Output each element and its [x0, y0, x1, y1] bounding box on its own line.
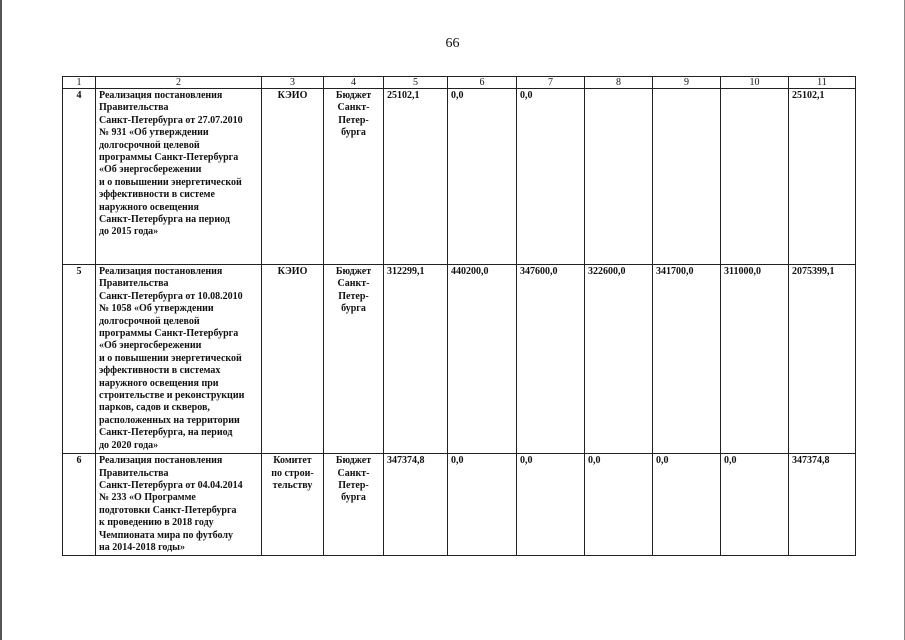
measure-name-line: на 2014-2018 годы» — [99, 541, 185, 553]
measure-name-line: и о повышении энергетической — [99, 352, 242, 364]
funding-source-line: Санкт- — [337, 278, 370, 290]
column-number: 11 — [789, 77, 856, 89]
measure-name-cell — [96, 265, 262, 454]
amount-col-5: 25102,1 — [384, 89, 448, 265]
executor-line: по строи- — [271, 467, 314, 479]
funding-source-line: Бюджет — [335, 266, 372, 277]
executor-line: Комитет — [273, 455, 312, 467]
amount-col-9: 0,0 — [653, 454, 721, 556]
amount-col-6: 440200,0 — [448, 265, 517, 454]
funding-source-cell — [324, 454, 384, 556]
scan-frame-left — [0, 0, 2, 640]
column-number: 2 — [96, 77, 262, 89]
amount-col-11: 25102,1 — [789, 89, 856, 265]
measure-name-line: Санкт-Петербурга от 04.04.2014 — [99, 479, 243, 491]
column-number: 4 — [324, 77, 384, 89]
amount-col-7: 347600,0 — [517, 265, 585, 454]
measure-name-line: до 2020 года» — [99, 439, 159, 451]
page-number: 66 — [445, 36, 460, 51]
measure-name-line: наружного освещения при — [99, 377, 219, 389]
column-number: 7 — [517, 77, 585, 89]
amount-col-8: 322600,0 — [585, 265, 653, 454]
measure-name-line: программы Санкт-Петербурга — [99, 328, 239, 340]
measure-name-line: Реализация постановления — [99, 455, 223, 467]
measure-name-line: № 233 «О Программе — [99, 492, 196, 504]
funding-source-line: бурга — [341, 127, 366, 139]
amount-col-9 — [653, 89, 721, 265]
measure-name-line: Правительства — [99, 102, 169, 114]
measure-name-line: долгосрочной целевой — [99, 315, 200, 327]
amount-col-10: 0,0 — [721, 454, 789, 556]
measure-name-line: «Об энергосбережении — [99, 164, 202, 176]
executor-cell — [262, 89, 324, 265]
measure-name-line: Санкт-Петербурга от 27.07.2010 — [99, 114, 243, 126]
funding-source-line: Бюджет — [335, 455, 372, 467]
funding-source-line: Петер- — [338, 479, 369, 491]
amount-col-6: 0,0 — [448, 454, 517, 556]
measure-name-line: Правительства — [99, 278, 169, 290]
measure-name-cell — [96, 89, 262, 265]
funding-source-line: Санкт- — [337, 102, 370, 114]
amount-col-8: 0,0 — [585, 454, 653, 556]
amount-col-7: 0,0 — [517, 454, 585, 556]
measure-name-line: Санкт-Петербурга на период — [99, 214, 230, 226]
funding-source-cell — [324, 265, 384, 454]
measure-name-line: «Об энергосбережении — [99, 340, 202, 352]
column-number: 5 — [384, 77, 448, 89]
amount-col-9: 341700,0 — [653, 265, 721, 454]
column-number: 6 — [448, 77, 517, 89]
executor-line: тельству — [272, 479, 313, 491]
measure-name-line: Реализация постановления — [99, 266, 223, 277]
measure-name-line: № 931 «Об утверждении — [99, 127, 209, 139]
column-number: 1 — [63, 77, 96, 89]
measure-name-line: наружного освещения — [99, 201, 199, 213]
column-number: 3 — [262, 77, 324, 89]
amount-col-5: 347374,8 — [384, 454, 448, 556]
measure-name-cell — [96, 454, 262, 556]
measure-name-line: и о повышении энергетической — [99, 176, 242, 188]
measure-name-line: Санкт-Петербурга от 10.08.2010 — [99, 290, 243, 302]
amount-col-5: 312299,1 — [384, 265, 448, 454]
funding-source-line: Санкт- — [337, 467, 370, 479]
measure-name-line: Правительства — [99, 467, 169, 479]
measure-name-line: эффективности в системах — [99, 365, 221, 377]
executor-cell — [262, 454, 324, 556]
column-number: 9 — [653, 77, 721, 89]
row-number: 6 — [63, 454, 96, 556]
measure-name-line: Реализация постановления — [99, 90, 223, 101]
measure-name-line: эффективности в системе — [99, 189, 215, 201]
measure-name-line: программы Санкт-Петербурга — [99, 152, 239, 164]
table-header-row — [63, 77, 856, 89]
executor-line: КЭИО — [277, 266, 308, 277]
amount-col-6: 0,0 — [448, 89, 517, 265]
executor-cell — [262, 265, 324, 454]
row-number: 4 — [63, 89, 96, 265]
column-number: 10 — [721, 77, 789, 89]
measure-name-line: парков, садов и скверов, — [99, 402, 210, 414]
funding-source-line: бурга — [341, 492, 366, 504]
measure-name-line: Санкт-Петербурга, на период — [99, 427, 233, 439]
amount-col-11: 2075399,1 — [789, 265, 856, 454]
measure-name-line: долгосрочной целевой — [99, 139, 200, 151]
measure-name-line: подготовки Санкт-Петербурга — [99, 504, 237, 516]
table-row — [63, 89, 856, 265]
measure-name-line: к проведению в 2018 году — [99, 517, 214, 529]
table-row — [63, 454, 856, 556]
funding-source-cell — [324, 89, 384, 265]
budget-table — [62, 76, 856, 556]
amount-col-10: 311000,0 — [721, 265, 789, 454]
measure-name-line: Чемпионата мира по футболу — [99, 529, 233, 541]
row-number: 5 — [63, 265, 96, 454]
table-row — [63, 265, 856, 454]
funding-source-line: Бюджет — [335, 90, 372, 101]
funding-source-line: Петер- — [338, 114, 369, 126]
funding-source-line: Петер- — [338, 290, 369, 302]
column-number: 8 — [585, 77, 653, 89]
amount-col-7: 0,0 — [517, 89, 585, 265]
funding-source-line: бурга — [341, 303, 366, 315]
measure-name-line: до 2015 года» — [99, 226, 159, 238]
measure-name-line: строительстве и реконструкции — [99, 390, 245, 402]
amount-col-11: 347374,8 — [789, 454, 856, 556]
measure-name-line: № 1058 «Об утверждении — [99, 303, 214, 315]
measure-name-line: расположенных на территории — [99, 414, 240, 426]
amount-col-8 — [585, 89, 653, 265]
amount-col-10 — [721, 89, 789, 265]
executor-line: КЭИО — [277, 90, 308, 101]
